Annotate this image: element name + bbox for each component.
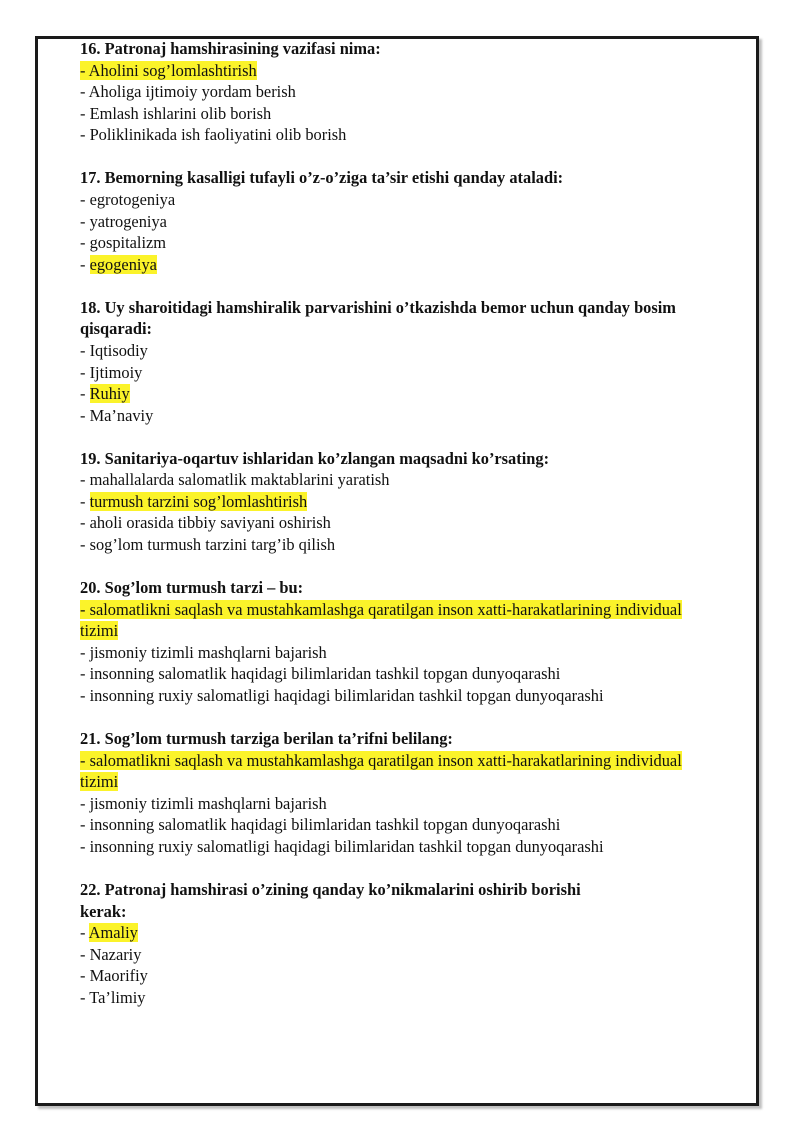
question-list	[80, 38, 700, 1030]
answer-option: - insonning salomatlik haqidagi bilimlaridan tashkil topgan dunyoqarashi	[80, 815, 561, 835]
answer-option-correct: - egogeniya	[80, 254, 157, 274]
answer-option: - Nazariy	[80, 944, 142, 964]
answer-option: - Maorifiy	[80, 966, 148, 986]
answer-option-correct: - turmush tarzini sog’lomlashtirish	[80, 491, 308, 511]
question-title: 18. Uy sharoitidagi hamshiralik parvarishini o’tkazishda bemor uchun qanday bosim qisqaradi:	[80, 297, 676, 339]
question-title: 16. Patronaj hamshirasining vazifasi nima:	[80, 39, 381, 58]
answer-option-correct: - Amaliy	[80, 923, 138, 943]
answer-option: - insonning ruxiy salomatligi haqidagi bilimlaridan tashkil topgan dunyoqarashi	[80, 686, 604, 705]
answer-option: - Aholiga ijtimoiy yordam berish	[80, 82, 296, 102]
question-21	[80, 728, 700, 858]
answer-option: - aholi orasida tibbiy saviyani oshirish	[80, 513, 331, 533]
question-20	[80, 577, 700, 707]
answer-option: - Ta’limiy	[80, 987, 146, 1007]
question-title: 20. Sog’lom turmush tarzi – bu:	[80, 578, 304, 598]
answer-option: - Poliklinikada ish faoliyatini olib borish	[80, 125, 347, 145]
answer-option: - gospitalizm	[80, 233, 167, 253]
answer-option: - yatrogeniya	[80, 211, 167, 231]
answer-option: - Emlash ishlarini olib borish	[80, 103, 272, 123]
answer-option: - Iqtisodiy	[80, 340, 148, 360]
question-16	[80, 38, 700, 146]
question-19	[80, 448, 700, 556]
question-title: 22. Patronaj hamshirasi o’zining qanday ko’nikmalarini oshirib borishi kerak:	[80, 879, 581, 921]
answer-option: - sog’lom turmush tarzini targ’ib qilish	[80, 535, 336, 555]
answer-option-correct: - Aholini sog’lomlashtirish	[80, 60, 257, 80]
question-18	[80, 297, 700, 427]
question-title: 17. Bemorning kasalligi tufayli o’z-o’ziga ta’sir etishi qanday ataladi:	[80, 168, 564, 188]
answer-option: - Ma’naviy	[80, 405, 154, 425]
question-17	[80, 167, 700, 275]
answer-option: - insonning ruxiy salomatligi haqidagi bilimlaridan tashkil topgan dunyoqarashi	[80, 836, 604, 856]
answer-option: - insonning salomatlik haqidagi bilimlaridan tashkil topgan dunyoqarashi	[80, 664, 561, 684]
answer-option-correct: - Ruhiy	[80, 384, 130, 404]
answer-option: - egrotogeniya	[80, 189, 176, 209]
question-22	[80, 879, 700, 1009]
answer-option: - mahallalarda salomatlik maktablarini yaratish	[80, 470, 390, 490]
answer-option: - Ijtimoiy	[80, 362, 143, 382]
question-title: 19. Sanitariya-oqartuv ishlaridan ko’zlangan maqsadni ko’rsating:	[80, 448, 550, 468]
answer-option-correct: - salomatlikni saqlash va mustahkamlashga qaratilgan inson xatti-harakatlarining individual tizimi	[80, 599, 682, 641]
answer-option: - jismoniy tizimli mashqlarni bajarish	[80, 793, 327, 813]
answer-option-correct: - salomatlikni saqlash va mustahkamlashga qaratilgan inson xatti-harakatlarining individual tizimi	[80, 750, 682, 792]
question-title: 21. Sog’lom turmush tarziga berilan ta’rifni belilang:	[80, 728, 453, 748]
answer-option: - jismoniy tizimli mashqlarni bajarish	[80, 642, 327, 662]
